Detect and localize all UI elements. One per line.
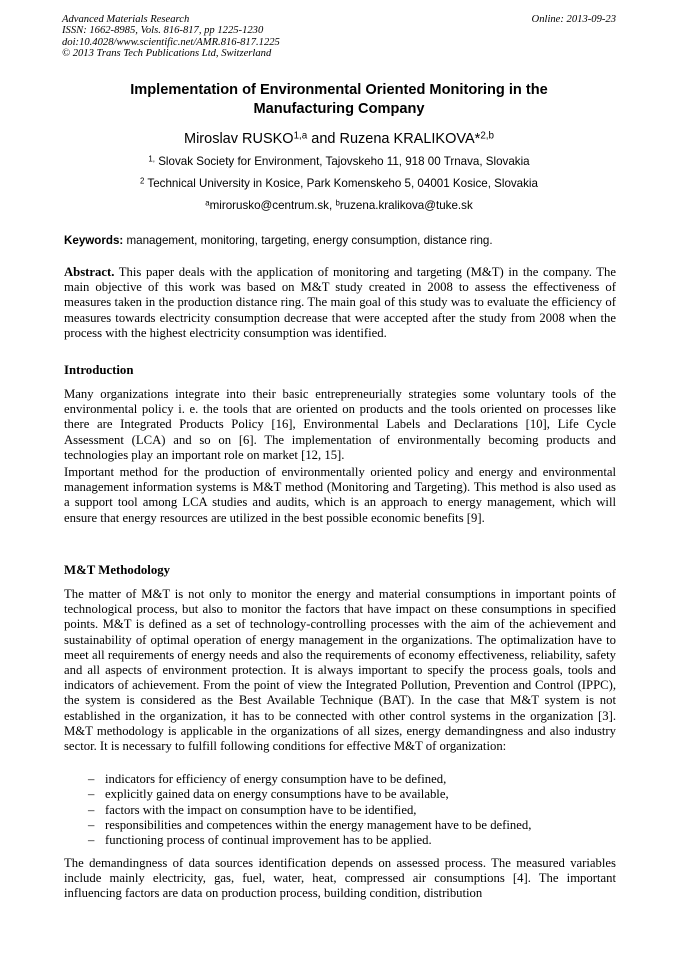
author-1-name: Miroslav RUSKO (184, 131, 294, 147)
keywords-text: management, monitoring, targeting, energy consumption, distance ring. (123, 234, 493, 247)
journal-header (62, 14, 616, 60)
condition-list (64, 772, 616, 848)
affiliation-2-text: Technical University in Kosice, Park Komenskeho 5, 04001 Kosice, Slovakia (144, 177, 538, 190)
introduction-heading: Introduction (64, 363, 134, 377)
list-item: – functioning process of continual improvement has to be applied. (64, 833, 616, 848)
doi-line: doi:10.4028/www.scientific.net/AMR.816-817.1225 (62, 36, 280, 48)
affiliation-1 (62, 155, 616, 169)
author-1-superscript: 1,a (293, 130, 308, 142)
email-a-marker: a (205, 198, 210, 208)
abstract-label: Abstract. (64, 265, 115, 279)
methodology-paragraph-1: The matter of M&T is not only to monitor the energy and material consumptions in important points of technological process, but also to monitor the factors that have impact on these consumptions in specified points. M&T is defined as a set of technology-controlling processes with the aim of the achievement and sustainability of optimal operation of energy management in the organizations. The optimalization have to meet all requirements of energy needs and also the requirements of economy effectiveness, reliability, safety and all aspects of environment protection. It is always important to specify the process goals, tools and indicators of achievement. From the point of view the Integrated Pollution, Prevention and Control (IPPC), the system is considered as the Best Available Technique (BAT). In the case that M&T system is not established in the organization, it has to be connected with other control systems in the organization [3]. M&T methodology is applicable in the organizations of all sizes, energy demandingness and also industry sector. It is necessary to fulfill following conditions for effective M&T of organization: (64, 587, 616, 754)
author-separator: and (307, 131, 340, 147)
list-item: – indicators for efficiency of energy consumption have to be defined, (64, 772, 616, 787)
email-b-marker: b (335, 198, 340, 208)
introduction-paragraph-2: Important method for the production of environmentally oriented policy and energy and environmental management information systems is M&T method (Monitoring and Targeting). This method is also used as a support tool among LCA studies and audits, which is an approach to energy management, which will ensure that energy resources are utilized in the best possible economic benefits [9]. (64, 465, 616, 525)
paper-title (62, 81, 616, 118)
list-item: – factors with the impact on consumption have to be identified, (64, 803, 616, 818)
journal-name: Advanced Materials Research (62, 14, 190, 25)
methodology-paragraph-2: The demandingness of data sources identification depends on assessed process. The measured variables include mainly electricity, gas, fuel, water, heat, compressed air consumptions [4]. The important influencing factors are data on production process, building condition, distribution (64, 856, 616, 901)
author-emails (62, 199, 616, 213)
methodology-heading: M&T Methodology (64, 563, 171, 577)
affiliation-2 (62, 177, 616, 191)
keywords (64, 234, 616, 248)
keywords-label: Keywords: (64, 234, 124, 247)
affiliation-2-marker: 2 (140, 176, 145, 186)
online-date: Online: 2013-09-23 (531, 14, 616, 25)
email-a: mirorusko@centrum.sk, (209, 199, 336, 212)
introduction-paragraph-1: Many organizations integrate into their basic entrepreneurially strategies some voluntary tools of the environmental policy i. e. the tools that are oriented on products and the tools oriented on processes like there are Integrated Products Policy [16], Environmental Labels and Declarations [10], Life Cycle Assessment (LCA) and so on [6]. The implementation of environmentally becoming products and technologies play an important role on market [12, 15]. (64, 387, 616, 462)
email-b: ruzena.kralikova@tuke.sk (339, 199, 473, 212)
abstract (64, 265, 616, 341)
list-item: – explicitly gained data on energy consumptions have to be available, (64, 787, 616, 802)
affiliation-1-marker: 1, (148, 154, 155, 164)
corresponding-author-mark: * (474, 131, 481, 147)
title-line-2: Manufacturing Company (253, 100, 425, 117)
copyright-line: © 2013 Trans Tech Publications Ltd, Switzerland (62, 48, 272, 60)
author-2-superscript: 2,b (480, 130, 494, 142)
list-item: – responsibilities and competences within the energy management have to be defined, (64, 818, 616, 833)
affiliation-1-text: Slovak Society for Environment, Tajovskeho 11, 918 00 Trnava, Slovakia (154, 155, 530, 168)
author-2-name: Ruzena KRALIKOVA (339, 131, 475, 147)
abstract-text: This paper deals with the application of monitoring and targeting (M&T) in the company. The main objective of this work was based on M&T study created in 2008 to assess the effectiveness of measures taken in the production distance ring. The main goal of this study was to evaluate the efficiency of measures towards electricity consumption decrease that were accepted after the study from 2008 when the process with the highest electricity consumption was identified. (64, 265, 616, 340)
issn-line: ISSN: 1662-8985, Vols. 816-817, pp 1225-1230 (62, 25, 264, 37)
title-line-1: Implementation of Environmental Oriented Monitoring in the (130, 82, 548, 98)
author-line (62, 130, 616, 148)
